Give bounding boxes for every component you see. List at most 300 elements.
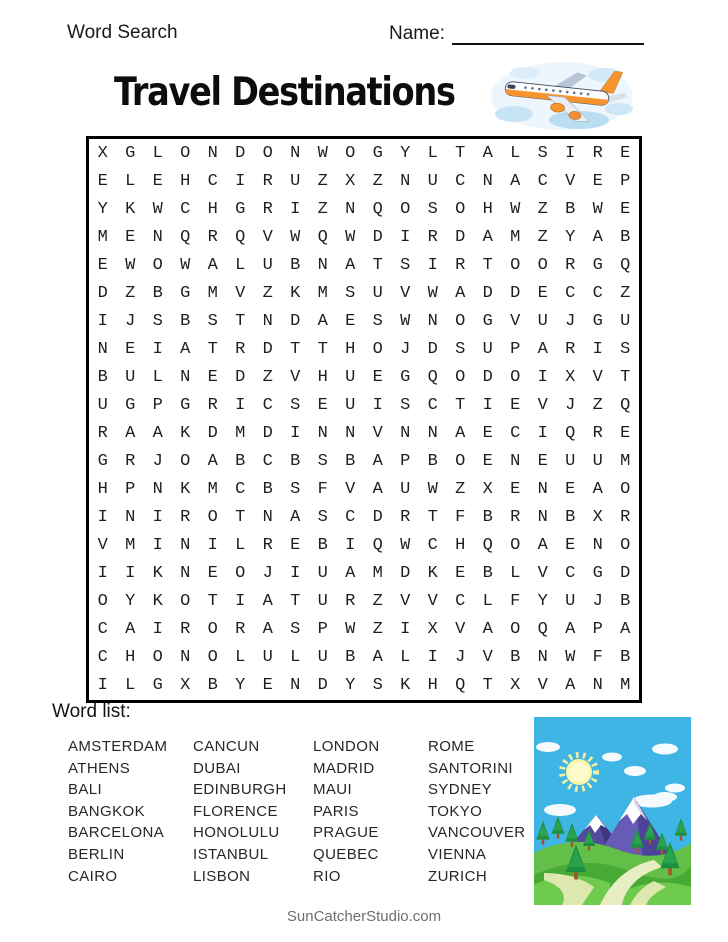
name-label: Name: xyxy=(389,23,445,44)
word-item: VIENNA xyxy=(428,845,487,863)
grid-letter: O xyxy=(97,592,108,612)
grid-letter: B xyxy=(565,508,576,528)
grid-letter: Y xyxy=(125,592,136,612)
grid-letter: R xyxy=(180,620,191,640)
grid-letter: O xyxy=(455,311,466,331)
grid-letter: Y xyxy=(235,676,246,696)
grid-letter: Q xyxy=(620,395,631,415)
grid-letter: S xyxy=(317,508,328,528)
grid-letter: C xyxy=(510,424,521,444)
word-item: RIO xyxy=(313,867,341,885)
grid-letter: P xyxy=(592,620,603,640)
grid-letter: S xyxy=(290,620,301,640)
word-item: TOKYO xyxy=(428,802,483,820)
grid-letter: G xyxy=(97,452,108,472)
word-item: BARCELONA xyxy=(68,824,165,842)
grid-letter: K xyxy=(180,480,191,500)
grid-letter: E xyxy=(482,424,493,444)
grid-letter: F xyxy=(455,508,466,528)
grid-letter: X xyxy=(482,480,493,500)
grid-letter: E xyxy=(207,367,218,387)
grid-letter: O xyxy=(455,452,466,472)
grid-letter: V xyxy=(97,536,108,556)
grid-letter: S xyxy=(372,311,383,331)
grid-letter: I xyxy=(400,227,411,247)
grid-letter: M xyxy=(620,452,631,472)
grid-letter: O xyxy=(455,199,466,219)
grid-letter: E xyxy=(565,480,576,500)
grid-letter: S xyxy=(427,199,438,219)
word-list-column xyxy=(193,736,313,887)
grid-letter: A xyxy=(372,648,383,668)
word-item: ZURICH xyxy=(428,867,488,885)
grid-letter: M xyxy=(97,227,108,247)
grid-letter: L xyxy=(125,676,136,696)
grid-letter: H xyxy=(482,199,493,219)
grid-letter: B xyxy=(345,452,356,472)
grid-letter: L xyxy=(510,564,521,584)
grid-letter: T xyxy=(455,395,466,415)
grid-letter: S xyxy=(290,480,301,500)
grid-letter: I xyxy=(290,199,301,219)
grid-letter: V xyxy=(592,367,603,387)
grid-letter: W xyxy=(290,227,301,247)
grid-letter: A xyxy=(565,676,576,696)
grid-letter: C xyxy=(565,564,576,584)
airplane-icon xyxy=(487,57,637,134)
name-field-row xyxy=(389,22,644,45)
page-title: Travel Destinations xyxy=(114,70,455,115)
grid-letter: T xyxy=(372,255,383,275)
grid-letter: M xyxy=(125,536,136,556)
grid-letter: U xyxy=(482,339,493,359)
grid-letter: K xyxy=(290,283,301,303)
grid-letter: D xyxy=(235,367,246,387)
grid-letter: I xyxy=(152,536,163,556)
grid-letter: P xyxy=(510,339,521,359)
grid-letter: E xyxy=(510,395,521,415)
word-item: EDINBURGH xyxy=(193,781,287,799)
grid-letter: A xyxy=(290,508,301,528)
grid-letter: N xyxy=(180,536,191,556)
grid-letter: H xyxy=(97,480,108,500)
grid-letter: E xyxy=(455,564,466,584)
grid-letter: C xyxy=(455,592,466,612)
grid-letter: W xyxy=(317,143,328,163)
grid-letter: O xyxy=(207,620,218,640)
grid-letter: G xyxy=(235,199,246,219)
grid-letter: W xyxy=(400,536,411,556)
grid-letter: S xyxy=(290,395,301,415)
grid-letter: R xyxy=(592,424,603,444)
grid-letter: H xyxy=(455,536,466,556)
grid-letter: D xyxy=(262,339,273,359)
grid-letter: P xyxy=(400,452,411,472)
grid-letter: O xyxy=(152,255,163,275)
word-item: PRAGUE xyxy=(313,824,379,842)
grid-letter: O xyxy=(180,143,191,163)
grid-letter: V xyxy=(537,676,548,696)
word-item: LISBON xyxy=(193,867,251,885)
grid-letter: R xyxy=(180,508,191,528)
grid-letter: Q xyxy=(235,227,246,247)
grid-letter: C xyxy=(97,648,108,668)
grid-letter: O xyxy=(262,143,273,163)
grid-letter: V xyxy=(510,311,521,331)
grid-letter: I xyxy=(125,564,136,584)
grid-letter: I xyxy=(152,508,163,528)
grid-letter: A xyxy=(372,452,383,472)
grid-letter: H xyxy=(125,648,136,668)
grid-letter: G xyxy=(592,564,603,584)
grid-letter: W xyxy=(345,620,356,640)
grid-letter: O xyxy=(620,536,631,556)
word-item: BALI xyxy=(68,781,103,799)
grid-letter: L xyxy=(290,648,301,668)
grid-letter: X xyxy=(427,620,438,640)
grid-letter: N xyxy=(262,311,273,331)
grid-letter: O xyxy=(152,648,163,668)
grid-letter: V xyxy=(537,564,548,584)
grid-letter: M xyxy=(510,227,521,247)
grid-letter: Q xyxy=(372,199,383,219)
puzzle-grid xyxy=(86,136,642,703)
grid-letter: R xyxy=(592,143,603,163)
grid-letter: T xyxy=(290,339,301,359)
grid-letter: C xyxy=(455,171,466,191)
grid-letter: C xyxy=(345,508,356,528)
grid-letter: M xyxy=(235,424,246,444)
grid-letter: D xyxy=(290,311,301,331)
grid-letter: B xyxy=(510,648,521,668)
grid-letter: N xyxy=(180,564,191,584)
grid-letter: N xyxy=(97,339,108,359)
grid-letter: D xyxy=(400,564,411,584)
grid-letter: Q xyxy=(482,536,493,556)
grid-letter: I xyxy=(537,367,548,387)
grid-letter: B xyxy=(427,452,438,472)
grid-letter: N xyxy=(290,143,301,163)
grid-letter: O xyxy=(400,199,411,219)
grid-letter: C xyxy=(97,620,108,640)
grid-letter: D xyxy=(372,227,383,247)
airplane-illustration xyxy=(487,57,637,134)
grid-letter: N xyxy=(400,424,411,444)
grid-letter: P xyxy=(125,480,136,500)
word-item: HONOLULU xyxy=(193,824,280,842)
grid-letter: I xyxy=(235,395,246,415)
grid-letter: R xyxy=(510,508,521,528)
grid-letter: C xyxy=(427,395,438,415)
grid-letter: U xyxy=(125,367,136,387)
grid-letter: T xyxy=(620,367,631,387)
grid-letter: R xyxy=(207,227,218,247)
grid-letter: A xyxy=(592,480,603,500)
grid-letter: V xyxy=(400,283,411,303)
grid-letter: E xyxy=(510,480,521,500)
grid-letter: N xyxy=(152,480,163,500)
grid-letter: E xyxy=(97,255,108,275)
grid-letter: B xyxy=(180,311,191,331)
grid-letter: D xyxy=(482,283,493,303)
grid-letter: N xyxy=(125,508,136,528)
grid-letter: L xyxy=(125,171,136,191)
grid-letter: Q xyxy=(317,227,328,247)
grid-letter: U xyxy=(565,452,576,472)
grid-letter: L xyxy=(482,592,493,612)
grid-letter: N xyxy=(207,143,218,163)
grid-letter: T xyxy=(482,255,493,275)
grid-letter: U xyxy=(345,395,356,415)
grid-letter: K xyxy=(180,424,191,444)
grid-letter: I xyxy=(290,424,301,444)
grid-letter: I xyxy=(97,676,108,696)
word-item: DUBAI xyxy=(193,759,241,777)
grid-letter: Z xyxy=(262,283,273,303)
grid-letter: G xyxy=(592,255,603,275)
grid-letter: A xyxy=(317,311,328,331)
grid-letter: T xyxy=(235,311,246,331)
word-item: AMSTERDAM xyxy=(68,738,168,755)
grid-letter: S xyxy=(372,676,383,696)
grid-letter: I xyxy=(152,339,163,359)
grid-letter: G xyxy=(180,283,191,303)
grid-letter: D xyxy=(262,424,273,444)
grid-letter: M xyxy=(207,283,218,303)
grid-letter: C xyxy=(262,452,273,472)
grid-letter: G xyxy=(400,367,411,387)
grid-letter: I xyxy=(427,255,438,275)
grid-letter: E xyxy=(152,171,163,191)
grid-letter: E xyxy=(125,339,136,359)
grid-letter: A xyxy=(537,536,548,556)
grid-letter: D xyxy=(207,424,218,444)
grid-letter: N xyxy=(537,648,548,668)
grid-letter: Z xyxy=(620,283,631,303)
grid-letter: J xyxy=(565,311,576,331)
grid-letter: T xyxy=(290,592,301,612)
grid-letter: U xyxy=(427,171,438,191)
grid-letter: T xyxy=(427,508,438,528)
grid-letter: V xyxy=(235,283,246,303)
grid-letter: H xyxy=(180,171,191,191)
grid-letter: N xyxy=(317,424,328,444)
grid-letter: V xyxy=(565,171,576,191)
grid-letter: A xyxy=(262,620,273,640)
grid-letter: E xyxy=(290,536,301,556)
grid-letter: E xyxy=(317,395,328,415)
grid-letter: E xyxy=(620,424,631,444)
grid-letter: R xyxy=(125,452,136,472)
grid-letter: N xyxy=(482,171,493,191)
grid-letter: K xyxy=(125,199,136,219)
grid-letter: U xyxy=(317,564,328,584)
grid-letter: L xyxy=(152,367,163,387)
grid-letter: R xyxy=(565,255,576,275)
grid-letter: K xyxy=(152,592,163,612)
grid-letter: D xyxy=(482,367,493,387)
name-blank-line xyxy=(452,22,644,45)
grid-letter: V xyxy=(482,648,493,668)
grid-letter: D xyxy=(620,564,631,584)
grid-letter: A xyxy=(592,227,603,247)
grid-letter: N xyxy=(400,171,411,191)
grid-letter: Z xyxy=(537,227,548,247)
grid-letter: W xyxy=(125,255,136,275)
grid-letter: Y xyxy=(345,676,356,696)
grid-letter: B xyxy=(345,648,356,668)
grid-letter: Z xyxy=(372,620,383,640)
grid-letter: A xyxy=(125,620,136,640)
grid-letter: W xyxy=(592,199,603,219)
grid-letter: S xyxy=(317,452,328,472)
word-item: SANTORINI xyxy=(428,759,514,777)
grid-letter: W xyxy=(565,648,576,668)
grid-letter: A xyxy=(345,255,356,275)
grid-letter: E xyxy=(207,564,218,584)
grid-letter: C xyxy=(537,171,548,191)
grid-letter: B xyxy=(290,255,301,275)
grid-letter: U xyxy=(317,648,328,668)
grid-letter: I xyxy=(400,620,411,640)
grid-letter: K xyxy=(400,676,411,696)
grid-letter: H xyxy=(207,199,218,219)
grid-letter: D xyxy=(317,676,328,696)
grid-letter: O xyxy=(207,508,218,528)
grid-letter: A xyxy=(152,424,163,444)
grid-letter: L xyxy=(510,143,521,163)
grid-letter: J xyxy=(400,339,411,359)
grid-letter: A xyxy=(262,592,273,612)
grid-letter: X xyxy=(345,171,356,191)
grid-letter: Z xyxy=(455,480,466,500)
grid-letter: I xyxy=(345,536,356,556)
grid-letter: U xyxy=(372,283,383,303)
grid-letter: G xyxy=(125,143,136,163)
grid-letter: S xyxy=(207,311,218,331)
grid-letter: N xyxy=(427,424,438,444)
grid-letter: B xyxy=(317,536,328,556)
grid-letter: B xyxy=(620,227,631,247)
grid-letter: U xyxy=(400,480,411,500)
word-item: ROME xyxy=(428,738,475,755)
grid-letter: U xyxy=(262,255,273,275)
grid-letter: J xyxy=(592,592,603,612)
grid-letter: U xyxy=(620,311,631,331)
word-item: PARIS xyxy=(313,802,359,820)
grid-letter: I xyxy=(592,339,603,359)
grid-letter: Z xyxy=(372,171,383,191)
grid-letter: Z xyxy=(592,395,603,415)
grid-letter: B xyxy=(290,452,301,472)
grid-letter: S xyxy=(152,311,163,331)
word-item: BANGKOK xyxy=(68,802,145,820)
word-list-column xyxy=(313,736,428,887)
grid-letter: R xyxy=(262,536,273,556)
grid-letter: N xyxy=(537,480,548,500)
grid-letter: E xyxy=(537,452,548,472)
grid-letter: P xyxy=(317,620,328,640)
word-item: MAUI xyxy=(313,781,353,799)
word-list-column xyxy=(68,736,193,887)
grid-letter: A xyxy=(345,564,356,584)
grid-letter: X xyxy=(592,508,603,528)
grid-letter: W xyxy=(152,199,163,219)
grid-letter: Q xyxy=(372,536,383,556)
grid-letter: J xyxy=(262,564,273,584)
grid-letter: L xyxy=(235,536,246,556)
grid-letter: G xyxy=(180,395,191,415)
grid-letter: I xyxy=(207,536,218,556)
grid-letter: O xyxy=(510,367,521,387)
grid-letter: U xyxy=(317,592,328,612)
grid-letter: Z xyxy=(317,199,328,219)
grid-letter: R xyxy=(455,255,466,275)
grid-letter: R xyxy=(427,227,438,247)
grid-letter: I xyxy=(290,564,301,584)
grid-letter: V xyxy=(427,592,438,612)
grid-letter: O xyxy=(207,648,218,668)
grid-letter: P xyxy=(152,395,163,415)
grid-letter: O xyxy=(372,339,383,359)
word-item: LONDON xyxy=(313,738,380,755)
grid-letter: R xyxy=(262,199,273,219)
grid-letter: G xyxy=(152,676,163,696)
grid-letter: B xyxy=(97,367,108,387)
grid-letter: Z xyxy=(317,171,328,191)
grid-letter: E xyxy=(482,452,493,472)
grid-letter: I xyxy=(97,508,108,528)
word-item: SYDNEY xyxy=(428,781,493,799)
grid-letter: U xyxy=(565,592,576,612)
grid-letter: A xyxy=(482,143,493,163)
grid-letter: F xyxy=(510,592,521,612)
grid-letter: Z xyxy=(537,199,548,219)
grid-letter: B xyxy=(482,508,493,528)
grid-letter: N xyxy=(592,676,603,696)
grid-letter: U xyxy=(592,452,603,472)
grid-letter: I xyxy=(565,143,576,163)
grid-letter: O xyxy=(537,255,548,275)
grid-letter: I xyxy=(482,395,493,415)
grid-letter: X xyxy=(565,367,576,387)
grid-letter: V xyxy=(537,395,548,415)
grid-letter: W xyxy=(427,480,438,500)
grid-letter: F xyxy=(317,480,328,500)
grid-letter: A xyxy=(180,339,191,359)
grid-letter: W xyxy=(400,311,411,331)
grid-letter: D xyxy=(97,283,108,303)
grid-letter: W xyxy=(180,255,191,275)
grid-letter: I xyxy=(372,395,383,415)
grid-letter: E xyxy=(125,227,136,247)
grid-letter: Q xyxy=(537,620,548,640)
grid-letter: Q xyxy=(427,367,438,387)
grid-letter: N xyxy=(537,508,548,528)
grid-letter: X xyxy=(97,143,108,163)
grid-letter: A xyxy=(207,255,218,275)
grid-letter: A xyxy=(455,283,466,303)
grid-letter: W xyxy=(510,199,521,219)
grid-letter: S xyxy=(345,283,356,303)
grid-letter: N xyxy=(152,227,163,247)
grid-letter: U xyxy=(262,648,273,668)
worksheet-type-label: Word Search xyxy=(67,22,178,43)
word-item: FLORENCE xyxy=(193,802,278,820)
grid-letter: N xyxy=(290,676,301,696)
grid-letter: Y xyxy=(565,227,576,247)
grid-letter: N xyxy=(345,199,356,219)
